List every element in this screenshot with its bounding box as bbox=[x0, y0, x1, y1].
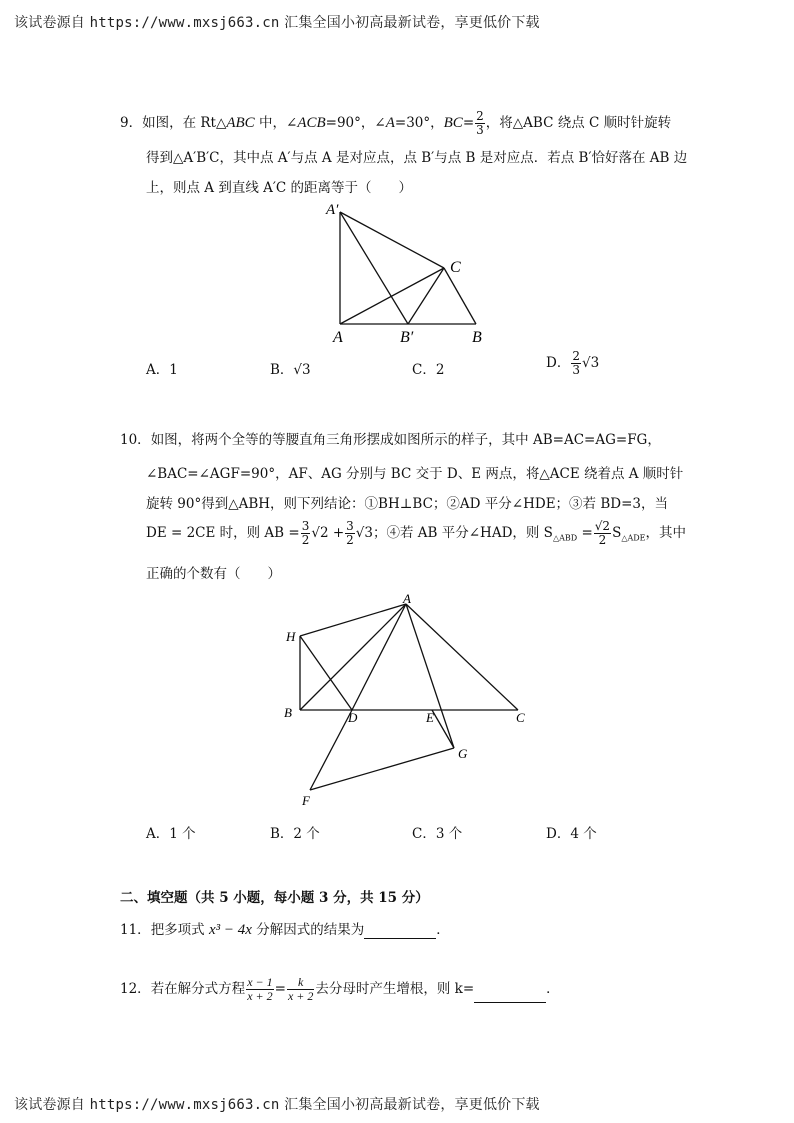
q10-frac3 bbox=[594, 520, 611, 547]
footer-prefix: 该试卷源自 bbox=[14, 1097, 85, 1113]
q10-line1 bbox=[120, 428, 661, 448]
frac-numerator: x − 1 bbox=[247, 975, 273, 989]
q10-label-E: E bbox=[426, 710, 434, 725]
q11-answer-blank[interactable] bbox=[364, 924, 436, 939]
q10-label-G: G bbox=[458, 746, 468, 761]
q9-text: 如图，在 Rt△ bbox=[142, 115, 227, 131]
q10-frac1 bbox=[301, 520, 311, 547]
q10-number: 10． bbox=[120, 432, 151, 448]
q11-number: 11． bbox=[120, 922, 151, 938]
q12-frac1 bbox=[246, 976, 273, 1003]
q9-eq: = bbox=[462, 115, 475, 131]
q11-text: 分解因式的结果为 bbox=[251, 922, 365, 938]
q10-label-B: B bbox=[284, 705, 292, 720]
frac-numerator: 3 bbox=[346, 519, 354, 533]
frac-denominator: 2 bbox=[301, 533, 310, 547]
q9-a: A bbox=[385, 115, 395, 131]
q11-expr: x³ − 4x bbox=[208, 922, 252, 938]
q10-label-H: H bbox=[286, 629, 296, 644]
frac-numerator: √2 bbox=[594, 519, 611, 533]
q10-line3: 旋转 90°得到△ABH，则下列结论：①BH⊥BC；②AD 平分∠HDE；③若 BD=3，当 bbox=[146, 496, 668, 512]
q9-bc: BC bbox=[443, 115, 463, 131]
q10-line5: 正确的个数有（ ） bbox=[146, 566, 281, 582]
q9-label-C: C bbox=[450, 259, 461, 276]
frac-numerator: k bbox=[287, 976, 314, 990]
q10-option-b[interactable]: B．2 个 bbox=[270, 826, 320, 842]
q9-text: =90°，∠ bbox=[325, 115, 386, 131]
q9-text: 中，∠ bbox=[254, 115, 298, 131]
frac-denominator: 3 bbox=[572, 363, 580, 377]
header-prefix: 该试卷源自 bbox=[14, 15, 85, 31]
q9-option-d[interactable] bbox=[546, 350, 599, 377]
option-value: √3 bbox=[581, 355, 600, 371]
q9-label-A: A bbox=[333, 329, 343, 346]
q9-text: ，将△ABC 绕点 C 顺时针旋转 bbox=[485, 115, 672, 131]
q9-label-Ap: A′ bbox=[326, 202, 339, 218]
q12 bbox=[120, 976, 560, 1003]
q9-text: =30°， bbox=[394, 115, 444, 131]
option-label: D． bbox=[546, 355, 571, 371]
q12-eq: = bbox=[274, 981, 286, 997]
q9-label-B: B bbox=[472, 329, 482, 346]
q10-option-c[interactable]: C．3 个 bbox=[412, 826, 463, 842]
q11-end: ． bbox=[436, 922, 450, 938]
q9-option-c[interactable]: C．2 bbox=[412, 362, 445, 378]
q12-frac2 bbox=[287, 976, 314, 1003]
q9-line3: 上，则点 A 到直线 A′C 的距离等于（ ） bbox=[146, 180, 413, 196]
frac-denominator: 2 bbox=[598, 533, 607, 547]
q10-option-a[interactable]: A．1 个 bbox=[146, 826, 196, 842]
option-fraction bbox=[571, 350, 581, 377]
footer-suffix: 汇集全国小初高最新试卷，享更低价下载 bbox=[284, 1097, 540, 1113]
frac-denominator: 2 bbox=[346, 533, 354, 547]
q12-text: 去分母时产生增根，则 k= bbox=[315, 981, 475, 997]
q10-subscript: △ABD bbox=[552, 533, 578, 543]
q10-text: = bbox=[577, 525, 593, 541]
q9-acb: ACB bbox=[297, 115, 326, 131]
q12-answer-blank[interactable] bbox=[474, 988, 546, 1003]
q10-label-C: C bbox=[516, 710, 525, 725]
q12-number: 12． bbox=[120, 981, 151, 997]
frac-denominator: x + 2 bbox=[287, 989, 314, 1003]
q10-option-d[interactable]: D．4 个 bbox=[546, 826, 597, 842]
q10-subscript: △ADE bbox=[621, 533, 646, 543]
q10-root: √2 + bbox=[311, 525, 345, 541]
q10-label-A: A bbox=[403, 591, 411, 606]
frac-denominator: x + 2 bbox=[247, 989, 273, 1003]
q10-text: S bbox=[612, 525, 622, 541]
q10-text: ，其中 bbox=[645, 525, 686, 541]
option-value: √3 bbox=[293, 362, 311, 378]
footer-url[interactable]: https://www.mxsj663.cn bbox=[89, 1097, 280, 1113]
frac-denominator: 3 bbox=[476, 123, 484, 137]
header-url[interactable]: https://www.mxsj663.cn bbox=[89, 15, 280, 31]
q9-line2: 得到△A′B′C，其中点 A′与点 A 是对应点，点 B′与点 B 是对应点．若点 B′恰好落在 AB 边 bbox=[146, 150, 688, 166]
frac-numerator: 2 bbox=[572, 349, 580, 363]
q9-option-a[interactable]: A．1 bbox=[146, 362, 178, 378]
page-footer bbox=[14, 1094, 540, 1114]
q10-text: ；④若 AB 平分∠HAD，则 S bbox=[372, 525, 553, 541]
section-title: 二、填空题（共 5 小题，每小题 3 分，共 15 分） bbox=[120, 890, 429, 906]
q10-text: DE = 2CE 时，则 AB = bbox=[146, 525, 300, 541]
q10-line2: ∠BAC=∠AGF=90°，AF、AG 分别与 BC 交于 D、E 两点，将△ACE 绕着点 A 顺时针 bbox=[146, 466, 684, 482]
q11 bbox=[120, 918, 450, 939]
q9-abc: ABC bbox=[226, 115, 255, 131]
frac-numerator: 3 bbox=[301, 519, 310, 533]
q9-number: 9． bbox=[120, 115, 143, 131]
q10-text: 如图，将两个全等的等腰直角三角形摆成如图所示的样子，其中 AB=AC=AG=FG， bbox=[150, 432, 661, 448]
q9-option-b[interactable] bbox=[270, 358, 311, 378]
q10-line4 bbox=[146, 520, 686, 547]
q10-frac2 bbox=[345, 520, 355, 547]
option-label: B． bbox=[270, 362, 294, 378]
q10-label-F: F bbox=[302, 793, 310, 808]
header-suffix: 汇集全国小初高最新试卷，享更低价下载 bbox=[284, 15, 540, 31]
q11-text: 把多项式 bbox=[150, 922, 209, 938]
q10-label-D: D bbox=[348, 710, 358, 725]
q9-label-Bp: B′ bbox=[400, 329, 414, 346]
q12-text: 若在解分式方程 bbox=[150, 981, 246, 997]
frac-numerator: 2 bbox=[476, 109, 484, 123]
q12-end: ． bbox=[546, 981, 560, 997]
q10-root: √3 bbox=[355, 525, 373, 541]
